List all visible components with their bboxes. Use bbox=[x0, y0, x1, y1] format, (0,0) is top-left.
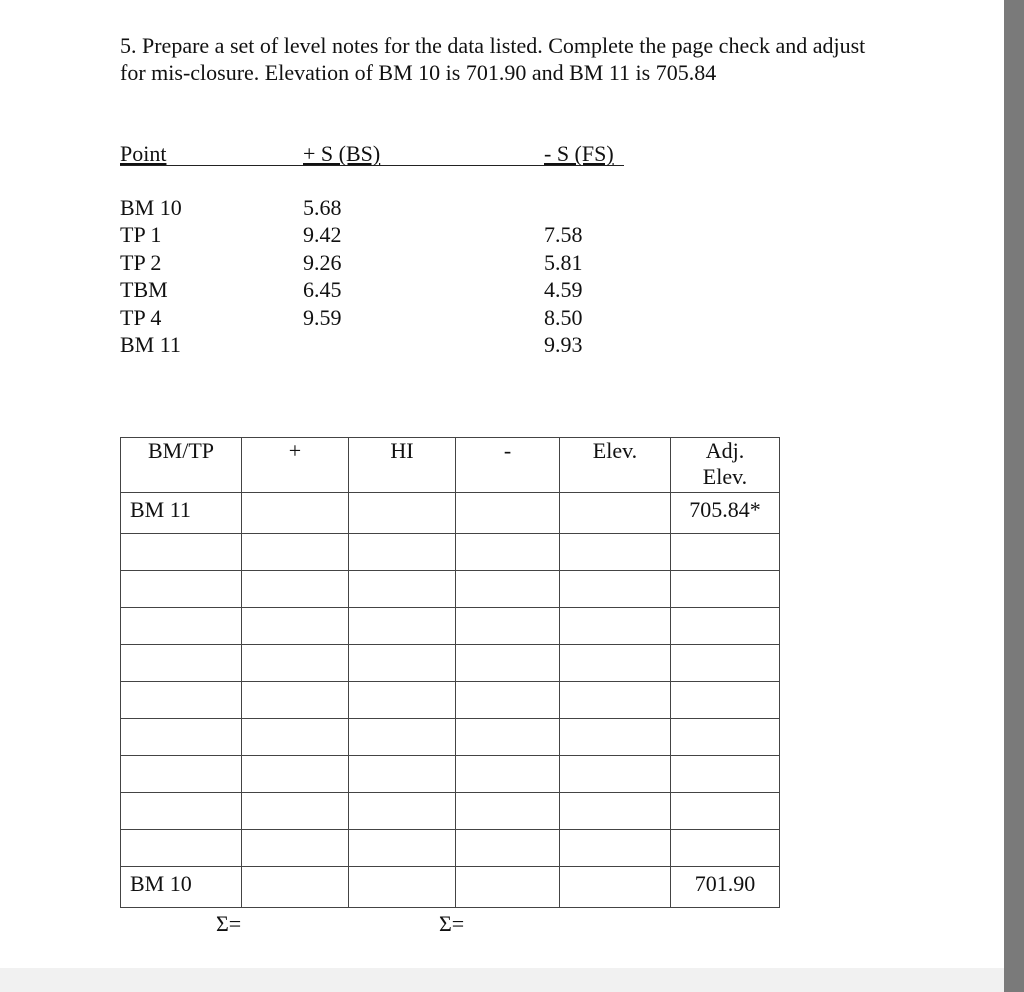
table-row bbox=[121, 830, 780, 867]
plus-cell[interactable] bbox=[242, 493, 349, 534]
header-point: Point bbox=[120, 141, 167, 166]
minus-cell[interactable] bbox=[456, 756, 560, 793]
table-row bbox=[121, 608, 780, 645]
elev-cell[interactable] bbox=[560, 793, 671, 830]
point-cell: BM 10 bbox=[120, 195, 182, 220]
point-cell: TBM bbox=[120, 277, 168, 303]
point-cell: BM 11 bbox=[120, 331, 181, 357]
label-cell[interactable] bbox=[121, 719, 242, 756]
sigma-plus-label: Σ= bbox=[216, 911, 242, 936]
hi-cell[interactable] bbox=[349, 830, 456, 867]
table-row bbox=[121, 571, 780, 608]
hi-cell[interactable] bbox=[349, 493, 456, 534]
table-row bbox=[121, 719, 780, 756]
plus-cell[interactable] bbox=[242, 571, 349, 608]
label-cell[interactable] bbox=[121, 756, 242, 793]
adj-elev-cell: 701.90 bbox=[671, 867, 780, 908]
hi-cell[interactable] bbox=[349, 719, 456, 756]
backsight-cell: 9.59 bbox=[303, 304, 342, 330]
sigma-minus-label: Σ= bbox=[439, 911, 465, 936]
hi-cell[interactable] bbox=[349, 682, 456, 719]
header-hi: HI bbox=[349, 438, 456, 493]
minus-cell[interactable] bbox=[456, 534, 560, 571]
adj-elev-cell[interactable] bbox=[671, 682, 780, 719]
adj-elev-cell[interactable] bbox=[671, 830, 780, 867]
minus-cell[interactable] bbox=[456, 682, 560, 719]
header-adj-elev bbox=[671, 438, 780, 493]
data-row bbox=[120, 304, 640, 331]
header-plus: + bbox=[242, 438, 349, 493]
hi-cell[interactable] bbox=[349, 608, 456, 645]
table-row bbox=[121, 756, 780, 793]
problem-statement: 5. Prepare a set of level notes for the data listed. Complete the page check and adjust for mis-closure. Elevation of BM 10 is 701.90 and BM 11 is 705.84 bbox=[120, 33, 866, 85]
label-cell[interactable] bbox=[121, 682, 242, 719]
data-row bbox=[120, 331, 640, 358]
table-row-bm11 bbox=[121, 493, 780, 534]
elev-cell[interactable] bbox=[560, 645, 671, 682]
table-row-bm10 bbox=[121, 867, 780, 908]
data-row bbox=[120, 194, 640, 221]
backsight-cell: 9.26 bbox=[303, 249, 342, 275]
hi-cell[interactable] bbox=[349, 571, 456, 608]
adj-elev-cell[interactable] bbox=[671, 645, 780, 682]
header-foresight: - S (FS) bbox=[544, 141, 614, 166]
data-table-header bbox=[120, 141, 624, 166]
elev-cell[interactable] bbox=[560, 719, 671, 756]
backsight-cell: 5.68 bbox=[303, 195, 342, 220]
minus-cell[interactable] bbox=[456, 719, 560, 756]
adj-elev-cell: 705.84* bbox=[671, 493, 780, 534]
foresight-cell: 9.93 bbox=[544, 331, 583, 357]
hi-cell[interactable] bbox=[349, 534, 456, 571]
label-cell[interactable] bbox=[121, 830, 242, 867]
hi-cell[interactable] bbox=[349, 793, 456, 830]
hi-cell[interactable] bbox=[349, 756, 456, 793]
plus-cell[interactable] bbox=[242, 608, 349, 645]
plus-cell[interactable] bbox=[242, 719, 349, 756]
header-bmtp: BM/TP bbox=[121, 438, 242, 493]
data-row bbox=[120, 249, 640, 276]
adj-elev-cell[interactable] bbox=[671, 756, 780, 793]
elev-cell[interactable] bbox=[560, 756, 671, 793]
data-row bbox=[120, 276, 640, 303]
table-row bbox=[121, 682, 780, 719]
plus-cell[interactable] bbox=[242, 645, 349, 682]
table-row bbox=[121, 793, 780, 830]
notes-header-row bbox=[121, 438, 780, 493]
label-cell[interactable] bbox=[121, 793, 242, 830]
label-cell[interactable] bbox=[121, 534, 242, 571]
header-backsight: + S (BS) bbox=[303, 141, 381, 166]
header-minus: - bbox=[456, 438, 560, 493]
plus-cell[interactable] bbox=[242, 534, 349, 571]
plus-cell[interactable] bbox=[242, 793, 349, 830]
backsight-cell: 6.45 bbox=[303, 277, 342, 303]
elev-cell[interactable] bbox=[560, 571, 671, 608]
minus-cell[interactable] bbox=[456, 645, 560, 682]
foresight-cell: 7.58 bbox=[544, 222, 583, 248]
label-cell[interactable] bbox=[121, 608, 242, 645]
plus-cell[interactable] bbox=[242, 682, 349, 719]
minus-cell[interactable] bbox=[456, 571, 560, 608]
plus-cell[interactable] bbox=[242, 756, 349, 793]
level-notes-table bbox=[120, 437, 780, 908]
table-row bbox=[121, 645, 780, 682]
elev-cell[interactable] bbox=[560, 608, 671, 645]
plus-cell[interactable] bbox=[242, 867, 349, 908]
data-table-body bbox=[120, 194, 640, 358]
elev-cell[interactable] bbox=[560, 867, 671, 908]
adj-elev-cell[interactable] bbox=[671, 793, 780, 830]
point-cell: TP 4 bbox=[120, 304, 162, 330]
header-elev: Elev. bbox=[560, 438, 671, 493]
minus-cell[interactable] bbox=[456, 493, 560, 534]
hi-cell[interactable] bbox=[349, 867, 456, 908]
elev-cell[interactable] bbox=[560, 682, 671, 719]
elev-cell[interactable] bbox=[560, 534, 671, 571]
foresight-cell: 4.59 bbox=[544, 277, 583, 303]
adj-elev-cell[interactable] bbox=[671, 608, 780, 645]
label-cell[interactable] bbox=[121, 571, 242, 608]
row-label: BM 11 bbox=[121, 493, 242, 534]
adj-elev-cell[interactable] bbox=[671, 719, 780, 756]
minus-cell[interactable] bbox=[456, 608, 560, 645]
data-row bbox=[120, 221, 640, 248]
page-bottom-margin bbox=[0, 968, 1004, 992]
vertical-scrollbar[interactable] bbox=[1004, 0, 1024, 992]
elev-cell[interactable] bbox=[560, 493, 671, 534]
minus-cell[interactable] bbox=[456, 793, 560, 830]
foresight-cell: 5.81 bbox=[544, 249, 583, 275]
elev-cell[interactable] bbox=[560, 830, 671, 867]
minus-cell[interactable] bbox=[456, 830, 560, 867]
plus-cell[interactable] bbox=[242, 830, 349, 867]
adj-elev-cell[interactable] bbox=[671, 571, 780, 608]
row-label: BM 10 bbox=[121, 867, 242, 908]
label-cell[interactable] bbox=[121, 645, 242, 682]
adj-elev-cell[interactable] bbox=[671, 534, 780, 571]
header-adj-elev-label: Adj. Elev. bbox=[702, 438, 748, 489]
point-cell: TP 1 bbox=[120, 222, 162, 248]
backsight-cell: 9.42 bbox=[303, 222, 342, 248]
point-cell: TP 2 bbox=[120, 249, 162, 275]
table-row bbox=[121, 534, 780, 571]
minus-cell[interactable] bbox=[456, 867, 560, 908]
foresight-cell: 8.50 bbox=[544, 304, 583, 330]
hi-cell[interactable] bbox=[349, 645, 456, 682]
